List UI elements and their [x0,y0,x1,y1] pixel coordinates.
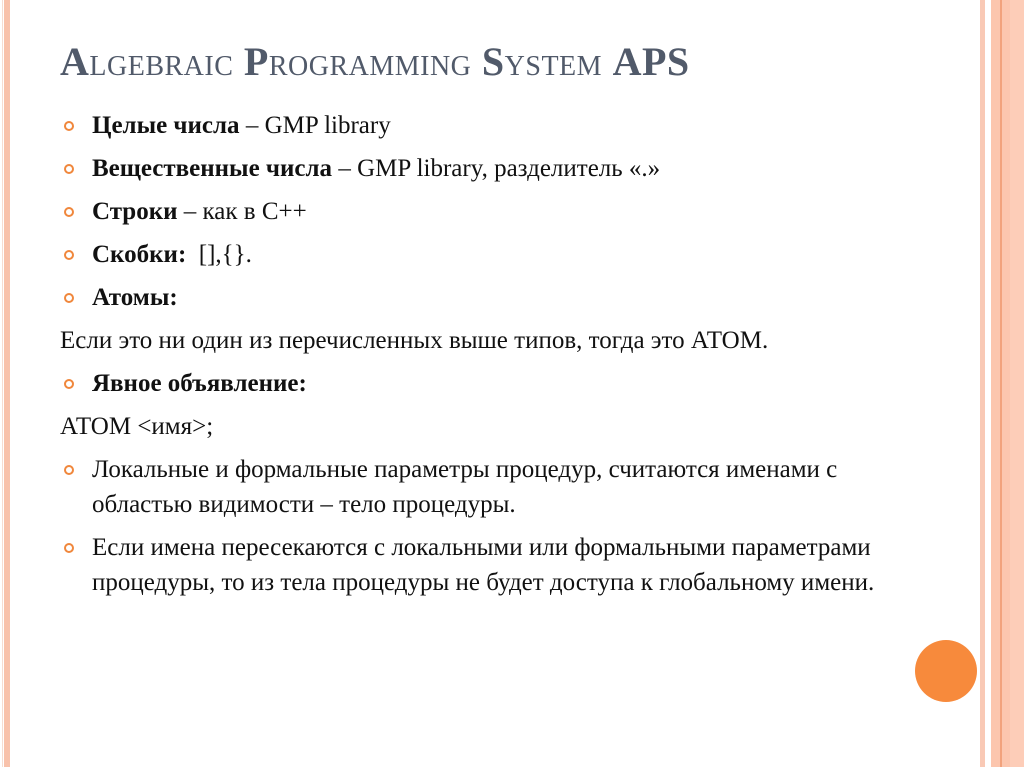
item-text: – GMP library, разделитель «.» [332,155,661,182]
orange-ring-bullet-icon [64,121,74,131]
item-text: Если имена пересекаются с локальными или формальными параметрами процедуры, то из тела процедуры не будет доступа к глобальному имени. [92,534,875,596]
orange-ring-bullet-icon [64,207,74,217]
item-text: [],{}. [186,241,252,268]
item-text: Локальные и формальные параметры процедур, считаются именами с областью видимости – тело процедуры. [92,456,838,518]
orange-ring-bullet-icon [64,164,74,174]
bullet-item-name-shadowing [60,530,890,600]
title-cap-2: S [481,39,505,84]
title-cap-0: A [60,39,90,84]
title-cap-3: APS [612,39,690,84]
right-decorative-stripe-thin [980,0,985,767]
orange-ring-bullet-icon [64,465,74,475]
bullet-item-integers [60,108,890,143]
slide-title [60,38,690,85]
paragraph-atom-syntax: АТОМ <имя>; [60,413,214,440]
right-decorative-stripe-line [1000,0,1002,767]
bullet-item-atoms [60,280,890,315]
orange-ring-bullet-icon [64,379,74,389]
title-rest-1: ROGRAMMING [268,51,472,82]
title-cap-1: P [243,39,269,84]
item-text: – как в C++ [177,198,307,225]
bullet-item-strings [60,194,890,229]
title-rest-0: LGEBRAIC [89,51,234,82]
item-term: Вещественные числа [92,155,333,182]
title-rest-2: YSTEM [504,51,603,82]
paragraph-atom-definition: Если это ни один из перечисленных выше типов, тогда это АТОМ. [60,327,769,354]
slide-body [60,108,890,608]
orange-ring-bullet-icon [64,293,74,303]
item-text: – GMP library [239,112,391,139]
orange-ring-bullet-icon [64,543,74,553]
orange-ring-bullet-icon [64,250,74,260]
orange-circle-icon [915,640,977,702]
bullet-item-reals [60,151,890,186]
bullet-item-brackets [60,237,890,272]
item-term: Скобки: [92,241,187,268]
item-term: Целые числа [92,112,240,139]
item-term: Атомы: [92,284,178,311]
right-decorative-stripe-light [1010,0,1024,767]
left-decorative-stripe [4,0,10,767]
bullet-item-local-params [60,452,890,522]
item-term: Строки [92,198,178,225]
item-term: Явное объявление: [92,370,307,397]
left-decorative-stripe-thin [2,0,3,767]
bullet-item-explicit-declaration [60,366,890,401]
